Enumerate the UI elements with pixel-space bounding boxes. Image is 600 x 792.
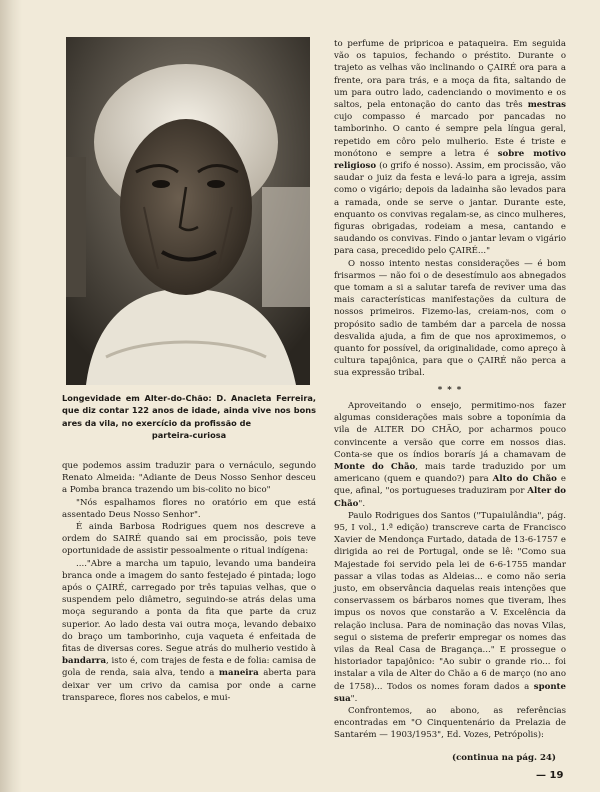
section-separator: * * * (437, 384, 463, 395)
portrait-illustration (66, 37, 310, 385)
right-column (334, 38, 566, 742)
quote-text-a: ...."Abre a marcha um tapuio, levando uma bandeira branca onde a imagem do santo festejado é pintada; logo após o ÇAIRÉ, carregado por três tapuias velhas, que o suspendem pelo diâmetro, seguindo-se atrás delas uma moça segurando a ponta da fita que parte da cruz superior. Ao lado desta vai outra moça, levando debaixo do braço um tamborinho, cuja vaqueta é enfeitada de fitas de diversas cores. Segue atrás do mulherio vestido à (62, 558, 316, 655)
r4-text-a: Paulo Rodrigues dos Santos ("Tupaiulândia", pág. 95, I vol., 1.ª edição) transcreve carta de Francisco Xavier de Mendonça Furtado, datada de 13-6-1757 e dirigida ao rei de Portugal, onde se lê: "Como sua Majestade foi servido pela lei de 6-6-1755 mandar passar a vilas todas as Aldeias... e como não seria justo, em observância daquelas reais intenções que conservassem os bárbaros nomes que tiveram, lhes impus os novos que constarão a V. Excelência da relação inclusa. Para de nominação das novas Vilas, segui o sistema de preferir empregar os nomes das vilas da Real Casa de Bragança..." E prossegue o historiador tapajônico: "Ao subir o grande rio... foi instalar a vila de Alter do Chão a 6 de março (no ano de 1758)... Todos os nomes foram dados a (334, 510, 566, 692)
bold-bandarra: bandarra (62, 656, 107, 667)
left-paragraph-1: que podemos assim traduzir para o vernáculo, segundo Renato Almeida: "Adiante de Deus Nosso Senhor desceu a Pomba branca trazendo um bis-colito no bico" (62, 461, 316, 496)
page-binding-shadow (0, 0, 22, 792)
photo-caption (62, 392, 316, 442)
quote-text-b: , isto é, com trajes de festa e de folia: camisa de gola de renda, saia alva, tendo a (62, 656, 316, 679)
right-paragraph-2: O nosso intento nestas considerações — é bom frisarmos — não foi o de desestímulo aos abnegados que tomam a si a salutar tarefa de reviver uma das mais características manifestações da cultura de nossos primeiros. Fizemo-las, creiam-nos, com o propósito sadio de também dar a parcela de nossa desvalida ajuda, a fim de que nos aproximemos, o quanto for possível, da originalidade, como apreço à cultura tapajônica, para que o ÇAIRÉ não perca a sua expressão tribal. (334, 258, 566, 379)
r1-text-b: cujo compasso é marcado por pancadas no tamborinho. O canto é sempre pela língua geral, repetido em côro pelo mulherio. Este é triste e monótono e sempre a letra é (334, 112, 566, 159)
left-paragraph-2: "Nós espalhamos flores no oratório em que está assentado Deus Nosso Senhor". (62, 497, 316, 520)
page-number: — 19 (536, 770, 564, 781)
quote-text-c: aberta para deixar ver um crivo da camisa por onde a carne transparece, flores nos cabelos, e mui- (62, 668, 316, 703)
right-paragraph-5: Confrontemos, ao abono, as referências encontradas em "O Cinquentenário da Prelazia de Santarém — 1903/1953", Ed. Vozes, Petrópolis): (334, 705, 566, 741)
r3-text-c: e que, afinal, "os portugueses traduziram por (334, 474, 566, 497)
bold-alto-do-chao: Alto do Chão (492, 474, 557, 485)
caption-text: Longevidade em Alter-do-Chão: D. Anacleta Ferreira, que diz contar 122 anos de idade, ainda vive nos bons ares da vila, no exercício da profissão de (62, 393, 316, 428)
r3-text-a: Aproveitando o ensejo, permitimo-nos fazer algumas considerações mais sobre a toponímia da vila de ALTER DO CHÃO, por acharmos pouco convincente a versão que corre em nossos dias. Conta-se que os índios borarís já a chamavam de (334, 400, 566, 460)
bold-maneira: maneira (218, 668, 259, 679)
right-paragraph-1 (334, 38, 566, 258)
left-paragraph-4 (62, 558, 316, 704)
r3-text-b: , mais tarde traduzido por um americano (quem e quando?) para (334, 461, 566, 485)
bold-alter-do-chao: Alter do Chão (334, 486, 566, 509)
r3-text-d: ". (358, 498, 366, 509)
continued-note: (continua na pág. 24) (452, 753, 556, 763)
right-paragraph-3 (334, 400, 566, 510)
right-paragraph-4 (334, 510, 566, 705)
bold-motivo-religioso: sobre motivo religioso (334, 148, 566, 172)
r4-text-b: ". (350, 693, 358, 704)
r1-text-a: to perfume de pripricoa e pataqueira. Em seguida vão os tapuios, fechando o préstito. Durante o trajeto as velhas vão inclinando o ÇAIRÉ ora para a frente, ora para trás, e a moça da fita, saltando de um para outro lado, cadenciando o movimento e os saltos, pela entonação do canto das três (334, 39, 566, 111)
bold-sponte-sua: sponte sua (334, 681, 566, 704)
portrait-photo (66, 37, 310, 385)
caption-last-line: parteira-curiosa (151, 430, 227, 441)
r1-text-c: (o grifo é nosso). Assim, em procissão, vão saudar o juiz da festa e levá-lo para a igreja, assim como o vigário; depois da ladainha são levados para a ramada, onde se serve o jantar. Durante este, enquanto os convivas regalam-se, as cinco mulheres, figuras obrigadas, rodeiam a mesa, cantando e saudando os convivas. Findo o jantar levam o vigário para casa, precedido pelo ÇAIRÉ..." (334, 161, 566, 257)
bold-mestras: mestras (527, 100, 566, 111)
left-paragraph-3: É ainda Barbosa Rodrigues quem nos descreve a ordem do SAIRÉ quando sai em procissão, pois teve oportunidade de assistir pessoalmente o ritual indígena: (62, 522, 316, 557)
bold-monte-do-chao: Monte do Chão (334, 461, 416, 472)
left-column (62, 460, 316, 704)
